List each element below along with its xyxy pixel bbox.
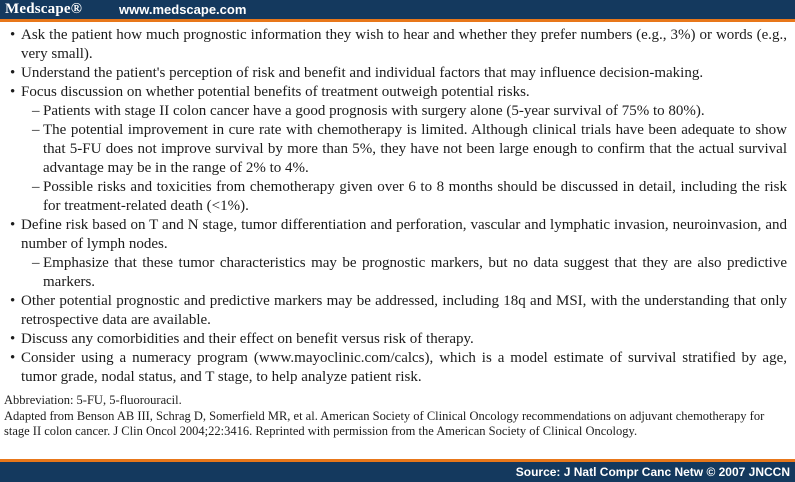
bullet-text: Other potential prognostic and predictive markers may be addressed, including 18q and MSI, with the understanding that only retrospective data are available.: [21, 293, 787, 328]
bullet-icon: •: [10, 331, 16, 347]
content: [0, 22, 795, 459]
bullet-icon: •: [10, 293, 16, 309]
footnotes: [0, 387, 795, 440]
bullet-text: Discuss any comorbidities and their effect on benefit versus risk of therapy.: [21, 331, 474, 347]
sub-bullet-text: The potential improvement in cure rate with chemotherapy is limited. Although clinical trials have been adequate to show that 5-FU does not improve survival by more than 5%, they have not been large enough to confirm that the actual survival advantage may be in the range of 2% to 4%.: [43, 122, 787, 176]
sub-bullet-text: Emphasize that these tumor characteristics may be prognostic markers, but no data suggest that they are also predictive markers.: [43, 255, 787, 290]
sub-bullet-text: Possible risks and toxicities from chemotherapy given over 6 to 8 months should be discussed in detail, including the risk for treatment-related death (<1%).: [43, 179, 787, 214]
sub-bullet-item: [0, 121, 787, 178]
sub-bullet-text: Patients with stage II colon cancer have a good prognosis with surgery alone (5-year survival of 75% to 80%).: [43, 103, 705, 119]
bullet-icon: •: [10, 217, 16, 233]
bullet-item: [0, 83, 787, 102]
header-url: www.medscape.com: [119, 2, 247, 17]
sub-bullet-item: [0, 178, 787, 216]
dash-icon: –: [32, 179, 40, 195]
header-bar: [0, 0, 795, 19]
dash-icon: –: [32, 255, 40, 271]
bullet-item: [0, 292, 787, 330]
medscape-logo: Medscape®: [5, 1, 83, 17]
bullet-item: [0, 26, 787, 64]
bullet-list: [0, 22, 795, 387]
bullet-text: Consider using a numeracy program (www.mayoclinic.com/calcs), which is a model estimate of survival stratified by age, tumor grade, nodal status, and T stage, to help analyze patient risk.: [21, 350, 787, 385]
bullet-text: Define risk based on T and N stage, tumor differentiation and perforation, vascular and lymphatic invasion, neuroinvasion, and number of lymph nodes.: [21, 217, 787, 252]
bullet-text: Understand the patient's perception of risk and benefit and individual factors that may influence decision-making.: [21, 65, 704, 81]
footer-bar: [0, 462, 795, 482]
dash-icon: –: [32, 103, 40, 119]
bullet-item: [0, 64, 787, 83]
bullet-icon: •: [10, 84, 16, 100]
bullet-item: [0, 330, 787, 349]
bullet-item: [0, 216, 787, 254]
dash-icon: –: [32, 122, 40, 138]
bullet-item: [0, 349, 787, 387]
bullet-icon: •: [10, 65, 16, 81]
bullet-text: Focus discussion on whether potential benefits of treatment outweigh potential risks.: [21, 84, 530, 100]
sub-bullet-item: [0, 254, 787, 292]
bullet-icon: •: [10, 350, 16, 366]
bullet-icon: •: [10, 27, 16, 43]
footer-source: Source: J Natl Compr Canc Netw © 2007 JNCCN: [515, 465, 790, 479]
bullet-text: Ask the patient how much prognostic information they wish to hear and whether they prefer numbers (e.g., 3%) or words (e.g., very small).: [21, 27, 787, 62]
footnote-citation: Adapted from Benson AB III, Schrag D, Somerfield MR, et al. American Society of Clinical Oncology recommendations on adjuvant chemotherapy for stage II colon cancer. J Clin Oncol 2004;22:3416. Reprinted with permission from the American Society of Clinical Oncology.: [4, 408, 765, 438]
sub-bullet-item: [0, 102, 787, 121]
footnote-abbreviation: Abbreviation: 5-FU, 5-fluorouracil.: [4, 393, 182, 407]
